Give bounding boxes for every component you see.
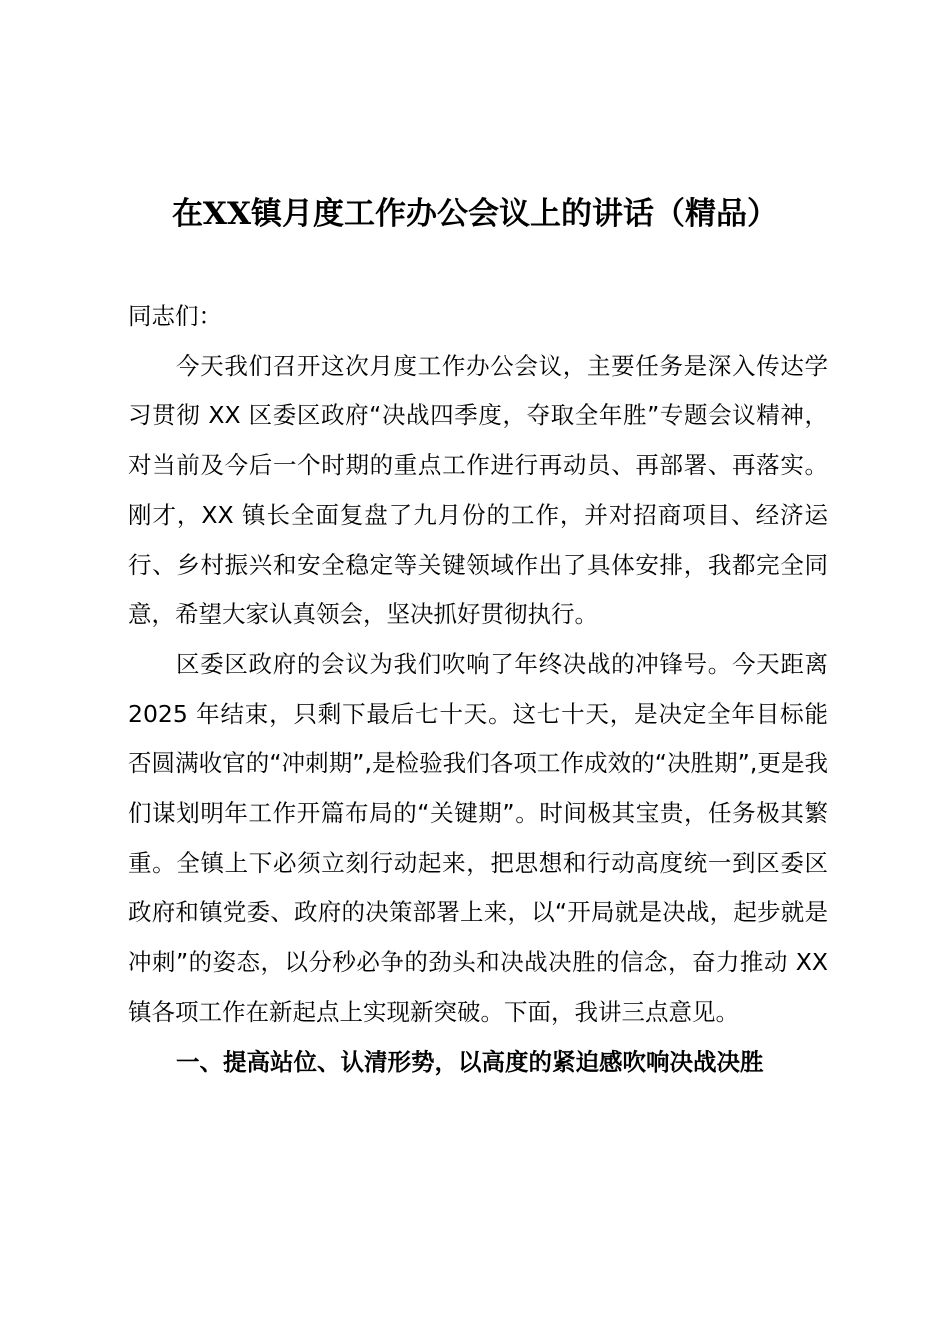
document-body	[128, 292, 828, 1087]
paragraph-2: 区委区政府的会议为我们吹响了年终决战的冲锋号。今天距离 2025 年结束，只剩下最后七十天。这七十天，是决定全年目标能否圆满收官的“冲刺期”,是检验我们各项工作成效的“决胜期”,更是我们谋划明年工作开篇布局的“关键期”。时间极其宝贵，任务极其繁重。全镇上下必须立刻行动起来，把思想和行动高度统一到区委区政府和镇党委、政府的决策部署上来，以“开局就是决战，起步就是冲刺”的姿态，以分秒必争的劲头和决战决胜的信念，奋力推动 XX 镇各项工作在新起点上实现新突破。下面，我讲三点意见。	[128, 649, 828, 1026]
document-title: 在XX镇月度工作办公会议上的讲话（精品）	[171, 196, 779, 232]
salutation: 同志们：	[128, 302, 222, 330]
section-heading: 一、提高站位、认清形势，以高度的紧迫感吹响决战决胜	[176, 1047, 764, 1076]
paragraph-1: 今天我们召开这次月度工作办公会议，主要任务是深入传达学习贯彻 XX 区委区政府“决战四季度，夺取全年胜”专题会议精神，对当前及今后一个时期的重点工作进行再动员、再部署、再落实。刚才，XX 镇长全面复盘了九月份的工作，并对招商项目、经济运行、乡村振兴和安全稳定等关键领域作出了具体安排，我都完全同意，希望大家认真领会，坚决抓好贯彻执行。	[128, 351, 828, 629]
